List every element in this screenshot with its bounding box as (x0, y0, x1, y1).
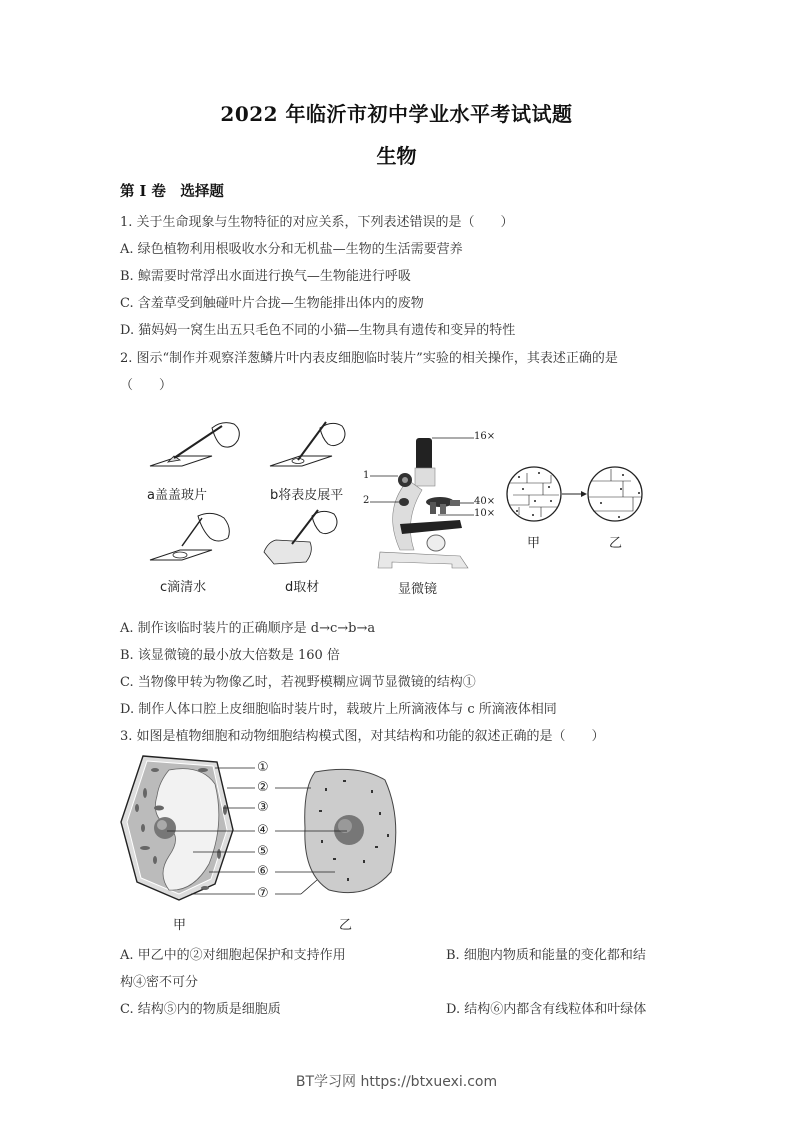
animal-cell-label: 乙 (339, 918, 353, 933)
question-1-option-b: B. 鲸需要时常浮出水面进行换气—生物能进行呼吸 (120, 269, 411, 284)
microscope-figure (360, 430, 500, 600)
footer-watermark: BT学习网 https://btxuexi.com (295, 1074, 498, 1090)
question-1-option-c: C. 含羞草受到触碰叶片合拢—生物能排出体内的废物 (120, 296, 424, 311)
cover-slip-illustration (140, 418, 250, 478)
question-3-option-b-cont: 构④密不可分 (120, 975, 199, 990)
marker-5: ⑤ (257, 844, 269, 859)
question-2-stem: 2. 图示“制作并观察洋葱鳞片叶内表皮细胞临时装片”实验的相关操作，其表述正确的是 (120, 351, 618, 366)
eyepiece-magnification: 16× (474, 431, 496, 442)
question-3-option-d: D. 结构⑥内都含有线粒体和叶绿体 (446, 1002, 647, 1017)
marker-1: ① (257, 760, 269, 775)
objective-low-magnification: 10× (474, 508, 496, 519)
question-3-option-b: B. 细胞内物质和能量的变化都和结 (446, 948, 646, 963)
microscope-label: 显微镜 (398, 582, 438, 597)
view-yi-label: 乙 (609, 536, 623, 551)
marker-4: ④ (257, 823, 269, 838)
procedure-figure (140, 418, 365, 598)
step-a-label: a盖盖玻片 (147, 488, 207, 503)
plant-cell-label: 甲 (173, 918, 187, 933)
question-1-stem: 1. 关于生命现象与生物特征的对应关系，下列表述错误的是（ ） (120, 215, 514, 230)
subject-title: 生物 (376, 144, 417, 168)
field-of-view-illustration (505, 465, 650, 525)
objective-high-magnification: 40× (474, 496, 496, 507)
step-c-label: c滴清水 (160, 580, 207, 595)
question-1-option-a: A. 绿色植物利用根吸收水分和无机盐—生物的生活需要营养 (120, 242, 463, 257)
marker-2: ② (257, 780, 269, 795)
spread-epidermis-illustration (260, 418, 370, 478)
question-2-option-b: B. 该显微镜的最小放大倍数是 160 倍 (120, 648, 340, 663)
take-material-illustration (258, 506, 368, 568)
cell-structure-figure (115, 748, 415, 938)
marker-6: ⑥ (257, 864, 269, 879)
view-jia-label: 甲 (527, 536, 541, 551)
question-3-option-a: A. 甲乙中的②对细胞起保护和支持作用 (120, 948, 346, 963)
part-2-label: 2 (363, 495, 370, 506)
question-2-option-c: C. 当物像甲转为物像乙时，若视野模糊应调节显微镜的结构① (120, 675, 476, 690)
exam-title: 2022 年临沂市初中学业水平考试试题 (220, 102, 573, 126)
drop-water-illustration (140, 510, 250, 570)
question-1-option-d: D. 猫妈妈一窝生出五只毛色不同的小猫—生物具有遗传和变异的特性 (120, 323, 516, 338)
question-2-option-d: D. 制作人体口腔上皮细胞临时装片时，载玻片上所滴液体与 c 所滴液体相同 (120, 702, 557, 717)
part-1-label: 1 (363, 470, 370, 481)
step-b-label: b将表皮展平 (270, 488, 344, 503)
question-2-stem-cont: （ ） (120, 378, 173, 393)
question-3-option-c: C. 结构⑤内的物质是细胞质 (120, 1002, 281, 1017)
question-2-option-a: A. 制作该临时装片的正确顺序是 d→c→b→a (120, 621, 376, 636)
marker-3: ③ (257, 800, 269, 815)
section-heading: 第 I 卷 选择题 (120, 183, 224, 200)
step-d-label: d取材 (285, 580, 320, 595)
marker-7: ⑦ (257, 886, 269, 901)
microscope-views-figure (505, 465, 650, 555)
question-3-stem: 3. 如图是植物细胞和动物细胞结构模式图，对其结构和功能的叙述正确的是（ ） (120, 729, 605, 744)
